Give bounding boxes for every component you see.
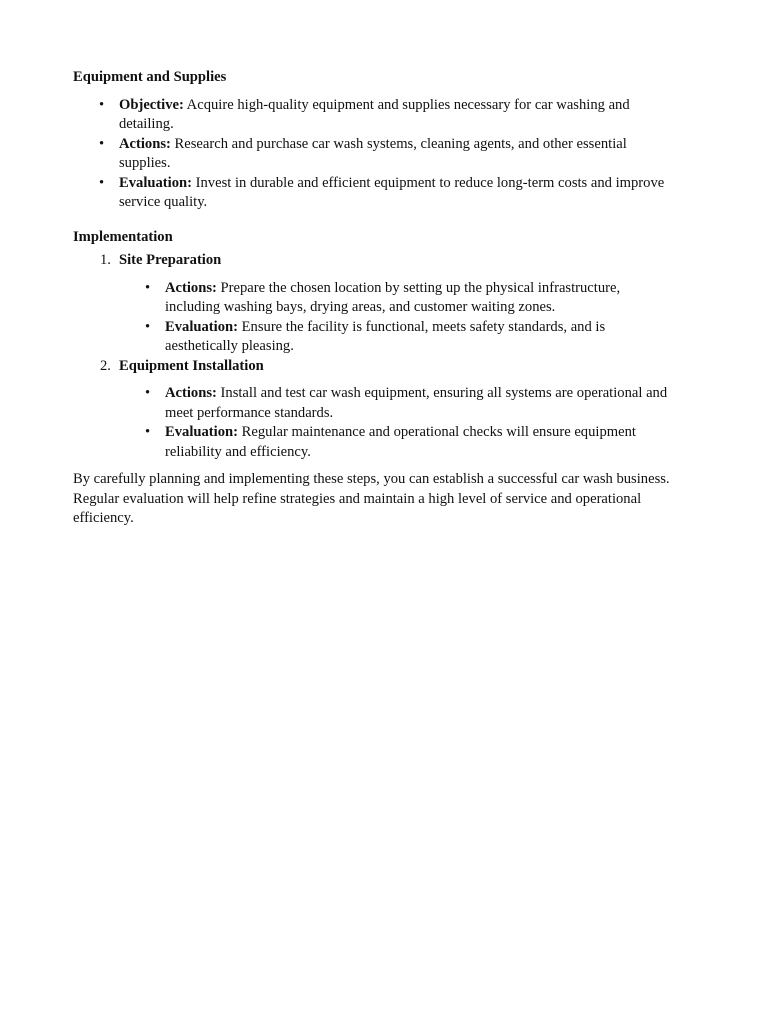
- section-heading-equipment: Equipment and Supplies: [73, 69, 227, 85]
- bullet-text: Research and purchase car wash systems, cleaning agents, and other essential supplies.: [119, 135, 627, 171]
- step-title: [73, 251, 673, 271]
- bullet-evaluation: [73, 423, 673, 462]
- step-site-preparation: [73, 251, 673, 357]
- bullet-objective: [73, 96, 673, 135]
- bullet-text: Prepare the chosen location by setting up the physical infrastructure, including washing bays, drying areas, and customer waiting zones.: [165, 279, 621, 315]
- bullet-text: Acquire high-quality equipment and supplies necessary for car washing and detailing.: [119, 96, 630, 132]
- bullet-label: Actions:: [165, 385, 217, 401]
- bullet-label: Evaluation:: [165, 424, 238, 440]
- bullet-text: Install and test car wash equipment, ensuring all systems are operational and meet performance standards.: [165, 385, 668, 421]
- bullet-label: Actions:: [119, 135, 171, 152]
- bullet-actions: [73, 135, 673, 174]
- bullet-text: Invest in durable and efficient equipment to reduce long-term costs and improve service quality.: [119, 174, 665, 210]
- implementation-steps: [73, 251, 673, 462]
- step-equipment-installation: [73, 357, 673, 463]
- step-bullet-list: [73, 384, 673, 462]
- bullet-label: Evaluation:: [165, 318, 238, 335]
- bullet-label: Evaluation:: [119, 174, 192, 191]
- bullet-text: Ensure the facility is functional, meets safety standards, and is aesthetically pleasing.: [165, 318, 606, 354]
- step-title: [73, 357, 673, 377]
- section-heading-implementation: Implementation: [73, 228, 173, 245]
- step-title-text: Site Preparation: [119, 252, 222, 268]
- bullet-label: Objective:: [119, 96, 184, 113]
- equipment-bullet-list: [73, 96, 673, 213]
- step-number: 1.: [100, 252, 111, 268]
- bullet-text: Regular maintenance and operational checks will ensure equipment reliability and efficiency.: [165, 424, 636, 460]
- step-number: 2.: [100, 357, 111, 374]
- bullet-actions: [73, 384, 673, 423]
- bullet-actions: [73, 279, 673, 318]
- step-title-text: Equipment Installation: [119, 357, 264, 374]
- bullet-label: Actions:: [165, 279, 217, 296]
- step-bullet-list: [73, 279, 673, 357]
- closing-paragraph: By carefully planning and implementing these steps, you can establish a successful car wash business. Regular evaluation will help refine strategies and maintain a high level of service and operational efficiency.: [73, 471, 670, 526]
- bullet-evaluation: [73, 174, 673, 213]
- document-page: [73, 68, 673, 529]
- bullet-evaluation: [73, 318, 673, 357]
